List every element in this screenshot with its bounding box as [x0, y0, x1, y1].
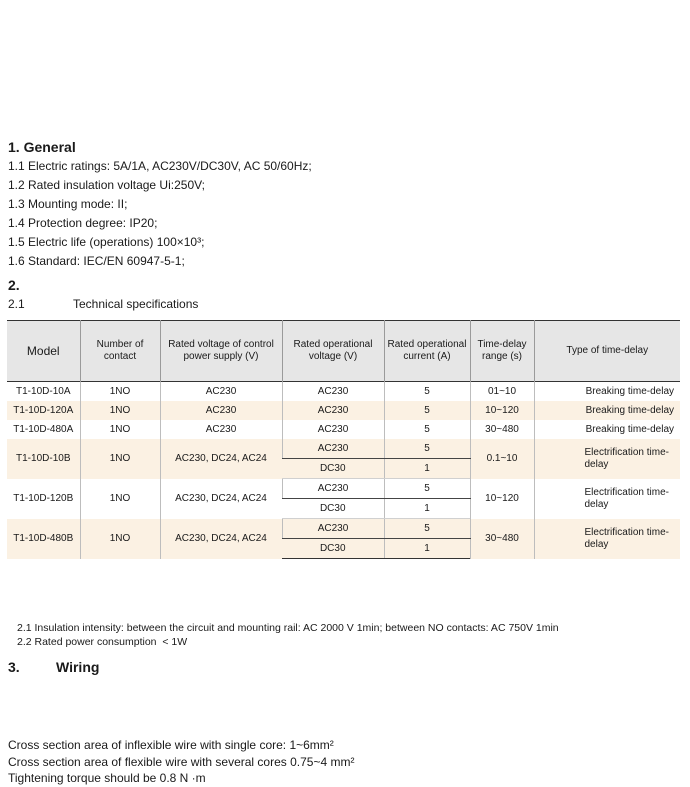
spec-line-4: 1.4 Protection degree: IP20;	[8, 216, 158, 230]
op-voltage-cell: AC230	[282, 401, 384, 420]
op-current-cell: 5	[384, 382, 470, 402]
type-cell: Breaking time-delay	[534, 401, 680, 420]
header-operational-current: Rated operational current (A)	[384, 321, 470, 382]
header-model: Model	[7, 321, 80, 382]
type-cell: Breaking time-delay	[534, 382, 680, 402]
header-supply-voltage: Rated voltage of control power supply (V)	[160, 321, 282, 382]
op-current-cell: 5	[384, 439, 470, 459]
op-current-cell: 5	[384, 401, 470, 420]
op-voltage-cell: DC30	[282, 499, 384, 519]
range-cell: 0.1~10	[470, 439, 534, 479]
spec-line-3: 1.3 Mounting mode: II;	[8, 197, 128, 211]
table-row	[7, 401, 680, 420]
contact-cell: 1NO	[80, 479, 160, 519]
op-current-cell: 1	[384, 459, 470, 479]
table-row	[7, 479, 680, 499]
contact-cell: 1NO	[80, 519, 160, 559]
section-1-heading: 1. General	[8, 139, 76, 155]
spec-line-2: 1.2 Rated insulation voltage Ui:250V;	[8, 178, 206, 192]
subsection-number: 2.1	[8, 297, 25, 311]
section-2-heading: 2.	[8, 277, 20, 293]
range-cell: 01~10	[470, 382, 534, 402]
contact-cell: 1NO	[80, 439, 160, 479]
wiring-line-2: Cross section area of flexible wire with several cores 0.75~4 mm²	[8, 755, 355, 769]
model-cell: T1-10D-10B	[7, 439, 80, 479]
table-header-row	[7, 321, 680, 382]
range-cell: 30~480	[470, 420, 534, 439]
op-voltage-cell: AC230	[282, 382, 384, 402]
op-current-cell: 5	[384, 479, 470, 499]
contact-cell: 1NO	[80, 420, 160, 439]
spec-line-6: 1.6 Standard: IEC/EN 60947-5-1;	[8, 254, 185, 268]
range-cell: 10~120	[470, 479, 534, 519]
range-cell: 10~120	[470, 401, 534, 420]
op-current-cell: 1	[384, 499, 470, 519]
model-cell: T1-10D-480A	[13, 424, 74, 435]
op-voltage-cell: AC230	[282, 439, 384, 459]
contact-cell: 1NO	[80, 401, 160, 420]
table-row	[7, 439, 680, 459]
note-power-consumption: 2.2 Rated power consumption < 1W	[17, 636, 188, 648]
op-voltage-cell: AC230	[282, 519, 384, 539]
wiring-line-3: Tightening torque should be 0.8 N ·m	[8, 771, 206, 785]
model-cell: T1-10D-120A	[7, 401, 80, 420]
header-operational-voltage: Rated operational voltage (V)	[282, 321, 384, 382]
supply-cell: AC230, DC24, AC24	[160, 519, 282, 559]
type-cell: Breaking time-delay	[534, 420, 680, 439]
supply-cell: AC230, DC24, AC24	[160, 439, 282, 479]
header-type-of-time-delay: Type of time-delay	[534, 321, 680, 382]
header-time-delay-range: Time-delay range (s)	[470, 321, 534, 382]
section-3-number: 3.	[8, 659, 20, 675]
contact-cell: 1NO	[80, 382, 160, 402]
op-current-cell: 5	[384, 420, 470, 439]
op-voltage-cell: AC230	[282, 420, 384, 439]
spec-line-5: 1.5 Electric life (operations) 100×10³;	[8, 235, 205, 249]
type-cell: Electrification time-delay	[534, 479, 680, 519]
table-row	[7, 420, 680, 439]
spec-line-1: 1.1 Electric ratings: 5A/1A, AC230V/DC30V, AC 50/60Hz;	[8, 159, 312, 173]
supply-cell: AC230	[160, 382, 282, 402]
type-cell: Electrification time-delay	[534, 439, 680, 479]
section-3-title: Wiring	[56, 659, 100, 675]
supply-cell: AC230, DC24, AC24	[160, 479, 282, 519]
op-current-cell: 1	[384, 539, 470, 559]
model-cell: T1-10D-120B	[13, 493, 74, 504]
model-cell: T1-10D-10A	[16, 386, 71, 397]
table-row	[7, 519, 680, 539]
wiring-line-1: Cross section area of inflexible wire with single core: 1~6mm²	[8, 738, 334, 752]
note-insulation: 2.1 Insulation intensity: between the circuit and mounting rail: AC 2000 V 1min; between NO contacts: AC 750V 1min	[17, 622, 559, 634]
specifications-table	[7, 320, 680, 559]
subsection-title: Technical specifications	[73, 297, 199, 311]
range-cell: 30~480	[470, 519, 534, 559]
supply-cell: AC230	[160, 401, 282, 420]
op-voltage-cell: AC230	[282, 479, 384, 499]
op-voltage-cell: DC30	[282, 459, 384, 479]
model-cell: T1-10D-480B	[7, 519, 80, 559]
type-cell: Electrification time-delay	[534, 519, 680, 559]
op-current-cell: 5	[384, 519, 470, 539]
supply-cell: AC230	[160, 420, 282, 439]
op-voltage-cell: DC30	[282, 539, 384, 559]
header-contact: Number of contact	[80, 321, 160, 382]
table-row	[7, 382, 680, 402]
